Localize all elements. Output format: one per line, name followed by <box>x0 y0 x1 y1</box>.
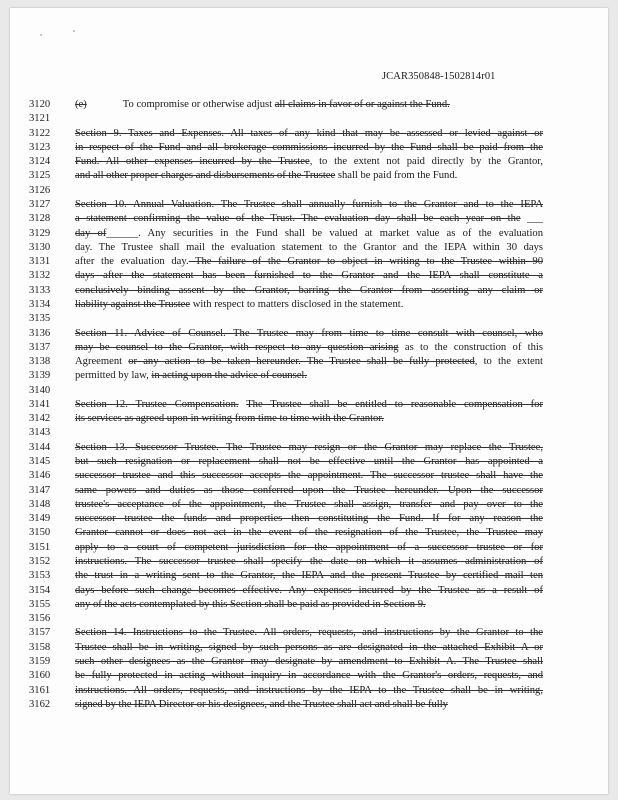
line-number: 3128 <box>29 213 51 225</box>
document-line <box>0 184 618 198</box>
document-line <box>0 212 618 226</box>
text-run: after the evaluation day. <box>75 256 189 268</box>
line-text <box>75 155 543 169</box>
document-line <box>0 312 618 326</box>
document-line <box>0 484 618 498</box>
line-text <box>75 284 543 298</box>
struck-text: liability against the Trustee <box>75 298 191 310</box>
document-line <box>0 455 618 469</box>
document-line <box>0 355 618 369</box>
line-text <box>75 484 543 498</box>
text-run: day. The Trustee shall mail the evaluation statement to the Grantor and the IEPA within 30 days <box>75 241 543 253</box>
document-line <box>0 612 618 626</box>
line-text <box>75 655 543 669</box>
struck-text: such other designees as the Grantor may designate by amendment to Exhibit A. The Trustee shall <box>75 655 543 667</box>
document-line <box>0 498 618 512</box>
line-text <box>75 341 543 355</box>
line-text <box>75 512 543 526</box>
document-line <box>0 698 618 712</box>
line-text <box>75 141 543 155</box>
line-number: 3130 <box>29 241 51 253</box>
scan-speck <box>73 30 75 32</box>
struck-text: (e) <box>75 99 87 110</box>
line-text <box>75 584 543 598</box>
line-text <box>75 412 543 426</box>
text-run: , to the extent <box>474 356 543 368</box>
document-line <box>0 227 618 241</box>
document-line <box>0 127 618 141</box>
document-line <box>0 169 618 183</box>
line-text <box>75 569 543 583</box>
line-text <box>75 598 543 612</box>
struck-text: Section 10. Annual Valuation. The Trustee shall annually furnish to the Grantor and to the IEPA <box>75 198 543 210</box>
line-number: 3142 <box>29 413 51 425</box>
line-text <box>75 526 543 540</box>
struck-text: be fully protected in acting without inquiry in accordance with the Grantor's orders, requests, and <box>75 670 543 682</box>
line-number: 3150 <box>29 527 51 539</box>
line-text <box>75 441 543 455</box>
line-text <box>75 369 543 383</box>
line-number: 3149 <box>29 513 51 525</box>
line-text <box>75 127 543 141</box>
line-number: 3161 <box>29 684 51 696</box>
document-body <box>0 98 618 712</box>
struck-text: or any action to be taken hereunder. The Trustee shall be fully protected <box>128 356 475 368</box>
document-line <box>0 327 618 341</box>
line-text <box>75 169 543 183</box>
line-number: 3120 <box>29 99 51 110</box>
document-line <box>0 241 618 255</box>
struck-text: days after the statement has been furnished to the Grantor and the IEPA shall constitute a <box>75 270 543 282</box>
struck-text: any of the acts contemplated by this Section shall be paid as provided in Section 9. <box>75 598 426 610</box>
text-run: as to the construction of this <box>398 341 543 353</box>
text-run: ______. <box>106 227 148 239</box>
text-run: Any securities in the Fund shall be valued at market value as of the evaluation <box>147 227 543 239</box>
scan-speck <box>40 34 42 36</box>
line-text <box>75 241 543 255</box>
line-text <box>75 698 543 712</box>
struck-text: Trustee shall be in writing, signed by such persons as are designated in the attached Exhibit A or <box>75 641 543 653</box>
struck-text: days before such change becomes effective. Any expenses incurred by the Trustee as a result of <box>75 584 543 596</box>
struck-text: its services as agreed upon in writing from time to time with the Grantor. <box>75 413 384 425</box>
struck-text: all claims in favor of or against the Fund. <box>274 99 450 110</box>
line-number: 3146 <box>29 470 51 482</box>
document-line <box>0 441 618 455</box>
document-line <box>0 641 618 655</box>
line-text <box>75 669 543 683</box>
line-number: 3143 <box>29 427 51 439</box>
document-line <box>0 341 618 355</box>
line-number: 3136 <box>29 327 51 339</box>
text-run: permitted by law, <box>75 370 152 382</box>
line-number: 3123 <box>29 141 51 153</box>
struck-text: instructions. The successor trustee shall specify the date on which it assumes administration of <box>75 556 543 567</box>
line-number: 3160 <box>29 670 51 682</box>
text-run: ___ <box>520 213 543 225</box>
line-number: 3153 <box>29 570 51 582</box>
document-line <box>0 284 618 298</box>
struck-text: instructions. All orders, requests, and instructions by the IEPA to the Trustee shall be in writing, <box>75 684 543 696</box>
struck-text: Fund. All other expenses incurred by the Trustee <box>75 156 310 168</box>
text-run: with respect to matters disclosed in the statement. <box>190 298 404 310</box>
line-number: 3148 <box>29 498 51 510</box>
line-text <box>75 198 543 212</box>
line-number: 3127 <box>29 198 51 210</box>
line-text <box>75 398 543 412</box>
line-text <box>75 684 543 698</box>
struck-text: in respect of the Fund and all brokerage commissions incurred by the Fund shall be paid from the <box>75 141 543 153</box>
line-text <box>75 327 543 341</box>
document-line <box>0 626 618 640</box>
struck-text: the trust in a writing sent to the Grantor, the IEPA and the present Trustee by certified mail ten <box>75 570 543 582</box>
struck-text: apply to a court of competent jurisdiction for the appointment of a successor trustee or for <box>75 541 543 553</box>
line-number: 3151 <box>29 541 51 553</box>
line-number: 3144 <box>29 441 51 453</box>
document-line <box>0 384 618 398</box>
line-text <box>75 455 543 469</box>
line-number: 3126 <box>29 184 51 196</box>
document-line <box>0 526 618 540</box>
struck-text: and all other proper charges and disbursements of the Trustee <box>75 170 336 182</box>
document-line <box>0 298 618 312</box>
line-number: 3147 <box>29 484 51 496</box>
line-number: 3125 <box>29 170 51 182</box>
line-number: 3133 <box>29 284 51 296</box>
struck-text: Section 11. Advice of Counsel. The Trustee may from time to time consult with counsel, who <box>75 327 543 339</box>
document-line <box>0 369 618 383</box>
line-number: 3154 <box>29 584 51 596</box>
text-run: shall be paid from the Fund. <box>335 170 458 182</box>
line-text <box>75 626 543 640</box>
line-text <box>75 498 543 512</box>
line-number: 3122 <box>29 127 51 139</box>
struck-text: The Trustee shall be entitled to reasonable compensation for <box>246 398 543 410</box>
document-line <box>0 155 618 169</box>
text-run: To compromise or otherwise adjust <box>122 99 275 110</box>
document-line <box>0 569 618 583</box>
struck-text: day of <box>75 227 107 239</box>
line-number: 3159 <box>29 655 51 667</box>
document-line <box>0 398 618 412</box>
line-text <box>75 227 543 241</box>
document-id: JCAR350848-1502814r01 <box>382 71 496 82</box>
line-number: 3152 <box>29 556 51 567</box>
struck-text: conclusively binding assent by the Grantor, barring the Grantor from asserting any claim or <box>75 284 543 296</box>
line-text <box>75 269 543 283</box>
struck-text: Section 13. Successor Trustee. The Trustee may resign or the Grantor may replace the Trustee, <box>75 441 543 453</box>
struck-text: but such resignation or replacement shall not be effective until the Grantor has appointed a <box>75 456 543 468</box>
line-number: 3140 <box>29 384 51 396</box>
line-text <box>75 541 543 555</box>
struck-text: signed by the IEPA Director or his designees, and the Trustee shall act and shall be fully <box>75 698 448 710</box>
line-number: 3155 <box>29 598 51 610</box>
document-line <box>0 255 618 269</box>
document-line <box>0 584 618 598</box>
line-text <box>75 255 543 269</box>
line-number: 3162 <box>29 698 51 710</box>
line-number: 3121 <box>29 113 51 125</box>
struck-text: trustee's acceptance of the appointment, the Trustee shall assign, transfer and pay over to the <box>75 498 543 510</box>
line-number: 3129 <box>29 227 51 239</box>
line-number: 3145 <box>29 456 51 468</box>
struck-text: same powers and duties as those conferred upon the Trustee hereunder. Upon the successor <box>75 484 543 496</box>
line-number: 3156 <box>29 613 51 625</box>
document-line <box>0 412 618 426</box>
text-run: Agreement <box>75 356 129 368</box>
text-run: , to the extent not paid directly by the Grantor, <box>309 156 543 168</box>
struck-text: may be counsel to the Grantor, with respect to any question arising <box>75 341 399 353</box>
line-number: 3157 <box>29 627 51 639</box>
struck-text: in acting upon the advice of counsel. <box>151 370 308 382</box>
document-line <box>0 655 618 669</box>
document-line <box>0 112 618 126</box>
struck-text: The failure of the Grantor to object in writing to the Trustee within 90 <box>188 256 544 268</box>
line-number: 3138 <box>29 356 51 368</box>
document-line <box>0 426 618 440</box>
struck-text: successor trustee the funds and properties then constituting the Fund. If for any reason the <box>75 513 543 525</box>
line-number: 3132 <box>29 270 51 282</box>
document-line <box>0 669 618 683</box>
document-line <box>0 684 618 698</box>
struck-text: Section 9. Taxes and Expenses. All taxes of any kind that may be assessed or levied against or <box>75 127 543 139</box>
document-line <box>0 598 618 612</box>
document-line <box>0 141 618 155</box>
document-line <box>0 512 618 526</box>
line-number: 3124 <box>29 156 51 168</box>
document-line <box>0 469 618 483</box>
line-text <box>75 98 543 112</box>
document-line <box>0 98 618 112</box>
document-line <box>0 555 618 569</box>
line-number: 3141 <box>29 398 51 410</box>
line-text <box>75 555 543 569</box>
struck-text: successor trustee and this successor accepts the appointment. The successor trustee shall have the <box>75 470 543 482</box>
line-number: 3139 <box>29 370 51 382</box>
line-number: 3135 <box>29 313 51 325</box>
document-line <box>0 541 618 555</box>
line-text <box>75 212 543 226</box>
line-text <box>75 469 543 483</box>
struck-text: Section 14. Instructions to the Trustee. All orders, requests, and instructions by the Grantor to the <box>75 627 543 639</box>
line-number: 3131 <box>29 256 51 268</box>
line-text <box>75 298 543 312</box>
line-text <box>75 355 543 369</box>
document-line <box>0 269 618 283</box>
struck-text: a statement confirming the value of the Trust. The evaluation day shall be each year on the <box>75 213 521 225</box>
document-line <box>0 198 618 212</box>
struck-text: Grantor cannot or does not act in the event of the resignation of the Trustee, the Trustee may <box>75 527 543 539</box>
line-text <box>75 641 543 655</box>
line-number: 3137 <box>29 341 51 353</box>
line-number: 3134 <box>29 298 51 310</box>
line-number: 3158 <box>29 641 51 653</box>
struck-text: Section 12. Trustee Compensation. <box>75 398 239 410</box>
